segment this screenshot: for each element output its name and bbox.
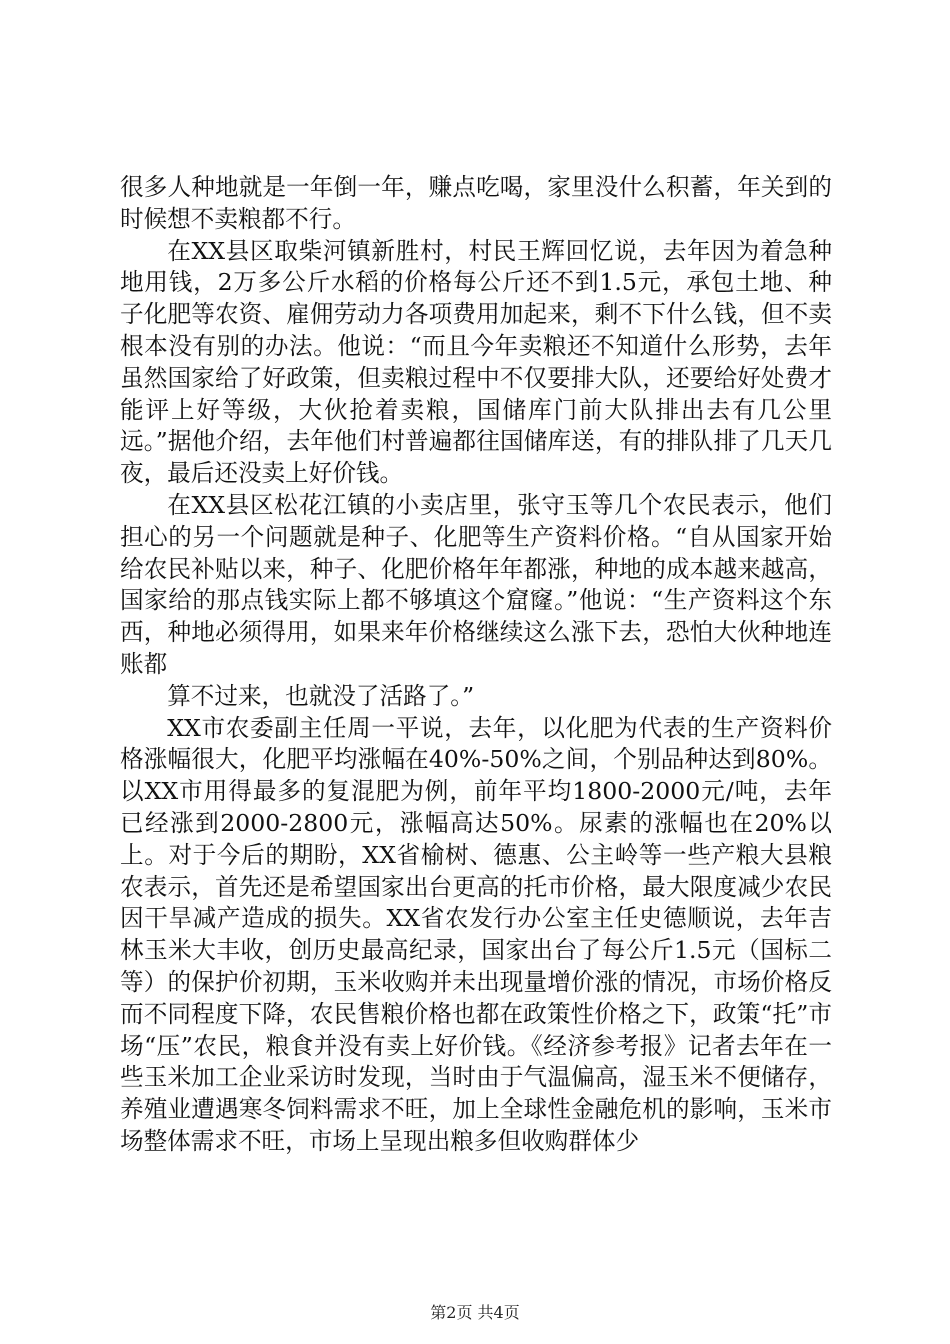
document-body <box>120 172 832 1158</box>
page-number-footer: 第2页 共4页 <box>430 1303 520 1322</box>
paragraph-2: 在XX县区取柴河镇新胜村，村民王辉回忆说，去年因为着急种地用钱，2万多公斤水稻的价格每公斤还不到1.5元，承包土地、种子化肥等农资、雇佣劳动力各项费用加起来，剩不下什么钱，但不卖根本没有别的办法。他说：“而且今年卖粮还不知道什么形势，去年虽然国家给了好政策，但卖粮过程中不仅要排大队，还要给好处费才能评上好等级，大伙抢着卖粮，国储库门前大队排出去有几公里远。”据他介绍，去年他们村普遍都往国储库送，有的排队排了几天几夜，最后还没卖上好价钱。 <box>120 236 832 488</box>
paragraph-5: XX市农委副主任周一平说，去年，以化肥为代表的生产资料价格涨幅很大，化肥平均涨幅在40%-50%之间，个别品种达到80%。以XX市用得最多的复混肥为例，前年平均1800-2000元/吨，去年已经涨到2000-2800元，涨幅高达50%。尿素的涨幅也在20%以上。对于今后的期盼，XX省榆树、德惠、公主岭等一些产粮大县粮农表示，首先还是希望国家出台更高的托市价格，最大限度减少农民因干旱减产造成的损失。XX省农发行办公室主任史德顺说，去年吉林玉米大丰收，创历史最高纪录，国家出台了每公斤1.5元（国标二等）的保护价初期，玉米收购并未出现量增价涨的情况，市场价格反而不同程度下降，农民售粮价格也都在政策性价格之下，政策“托”市场“压”农民，粮食并没有卖上好价钱。《经济参考报》记者去年在一些玉米加工企业采访时发现，当时由于气温偏高，湿玉米不便储存，养殖业遭遇寒冬饲料需求不旺，加上全球性金融危机的影响，玉米市场整体需求不旺，市场上呈现出粮多但收购群体少 <box>120 713 832 1155</box>
paragraph-3: 在XX县区松花江镇的小卖店里，张守玉等几个农民表示，他们担心的另一个问题就是种子、化肥等生产资料价格。“自从国家开始给农民补贴以来，种子、化肥价格年年都涨，种地的成本越来越高，国家给的那点钱实际上都不够填这个窟窿。”他说：“生产资料这个东西，种地必须得用，如果来年价格继续这么涨下去，恐怕大伙种地连账都 <box>120 490 832 678</box>
paragraph-1: 很多人种地就是一年倒一年，赚点吃喝，家里没什么积蓄，年关到的时候想不卖粮都不行。 <box>120 173 832 233</box>
paragraph-4: 算不过来，也就没了活路了。” <box>167 681 475 710</box>
